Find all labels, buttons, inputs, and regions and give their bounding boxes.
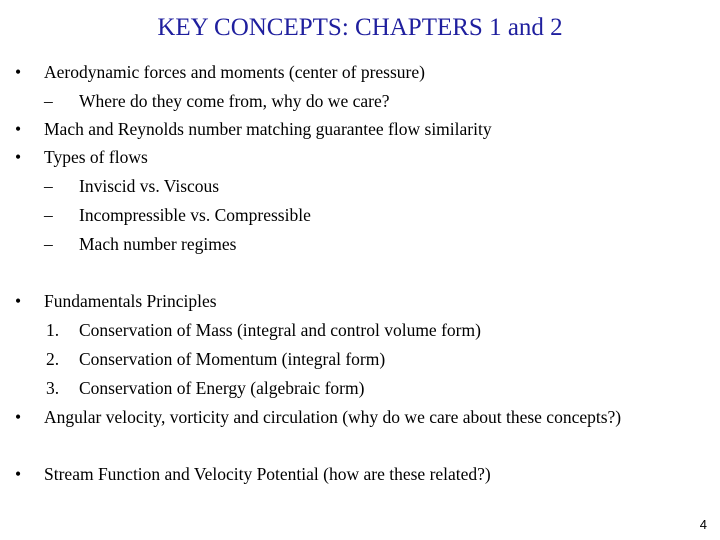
sub-item: Inviscid vs. Viscous (79, 176, 220, 196)
list-number: 3. (46, 378, 60, 398)
bullet-item: Types of flows (44, 147, 148, 167)
numbered-item: Conservation of Energy (algebraic form) (79, 378, 365, 398)
bullet-item: Angular velocity, vorticity and circulation (why do we care about these concepts?) (44, 407, 622, 427)
bullet-marker: • (15, 62, 22, 82)
slide-title: KEY CONCEPTS: CHAPTERS 1 and 2 (157, 14, 563, 41)
sub-item: Where do they come from, why do we care? (79, 91, 390, 111)
sub-item: Incompressible vs. Compressible (79, 205, 311, 225)
list-number: 1. (46, 320, 60, 340)
dash-marker: – (44, 176, 53, 196)
bullet-marker: • (15, 464, 22, 484)
bullet-marker: • (15, 291, 22, 311)
bullet-item: Fundamentals Principles (44, 291, 217, 311)
dash-marker: – (44, 234, 53, 254)
numbered-item: Conservation of Momentum (integral form) (79, 349, 386, 369)
list-number: 2. (46, 349, 60, 369)
bullet-item: Stream Function and Velocity Potential (how are these related?) (44, 464, 491, 484)
bullet-marker: • (15, 147, 22, 167)
bullet-item: Aerodynamic forces and moments (center of pressure) (44, 62, 425, 82)
numbered-item: Conservation of Mass (integral and control volume form) (79, 320, 481, 340)
bullet-marker: • (15, 119, 22, 139)
page-number: 4 (699, 517, 707, 532)
dash-marker: – (44, 205, 53, 225)
bullet-item: Mach and Reynolds number matching guarantee flow similarity (44, 119, 492, 139)
dash-marker: – (44, 91, 53, 111)
sub-item: Mach number regimes (79, 234, 237, 254)
bullet-marker: • (15, 407, 22, 427)
